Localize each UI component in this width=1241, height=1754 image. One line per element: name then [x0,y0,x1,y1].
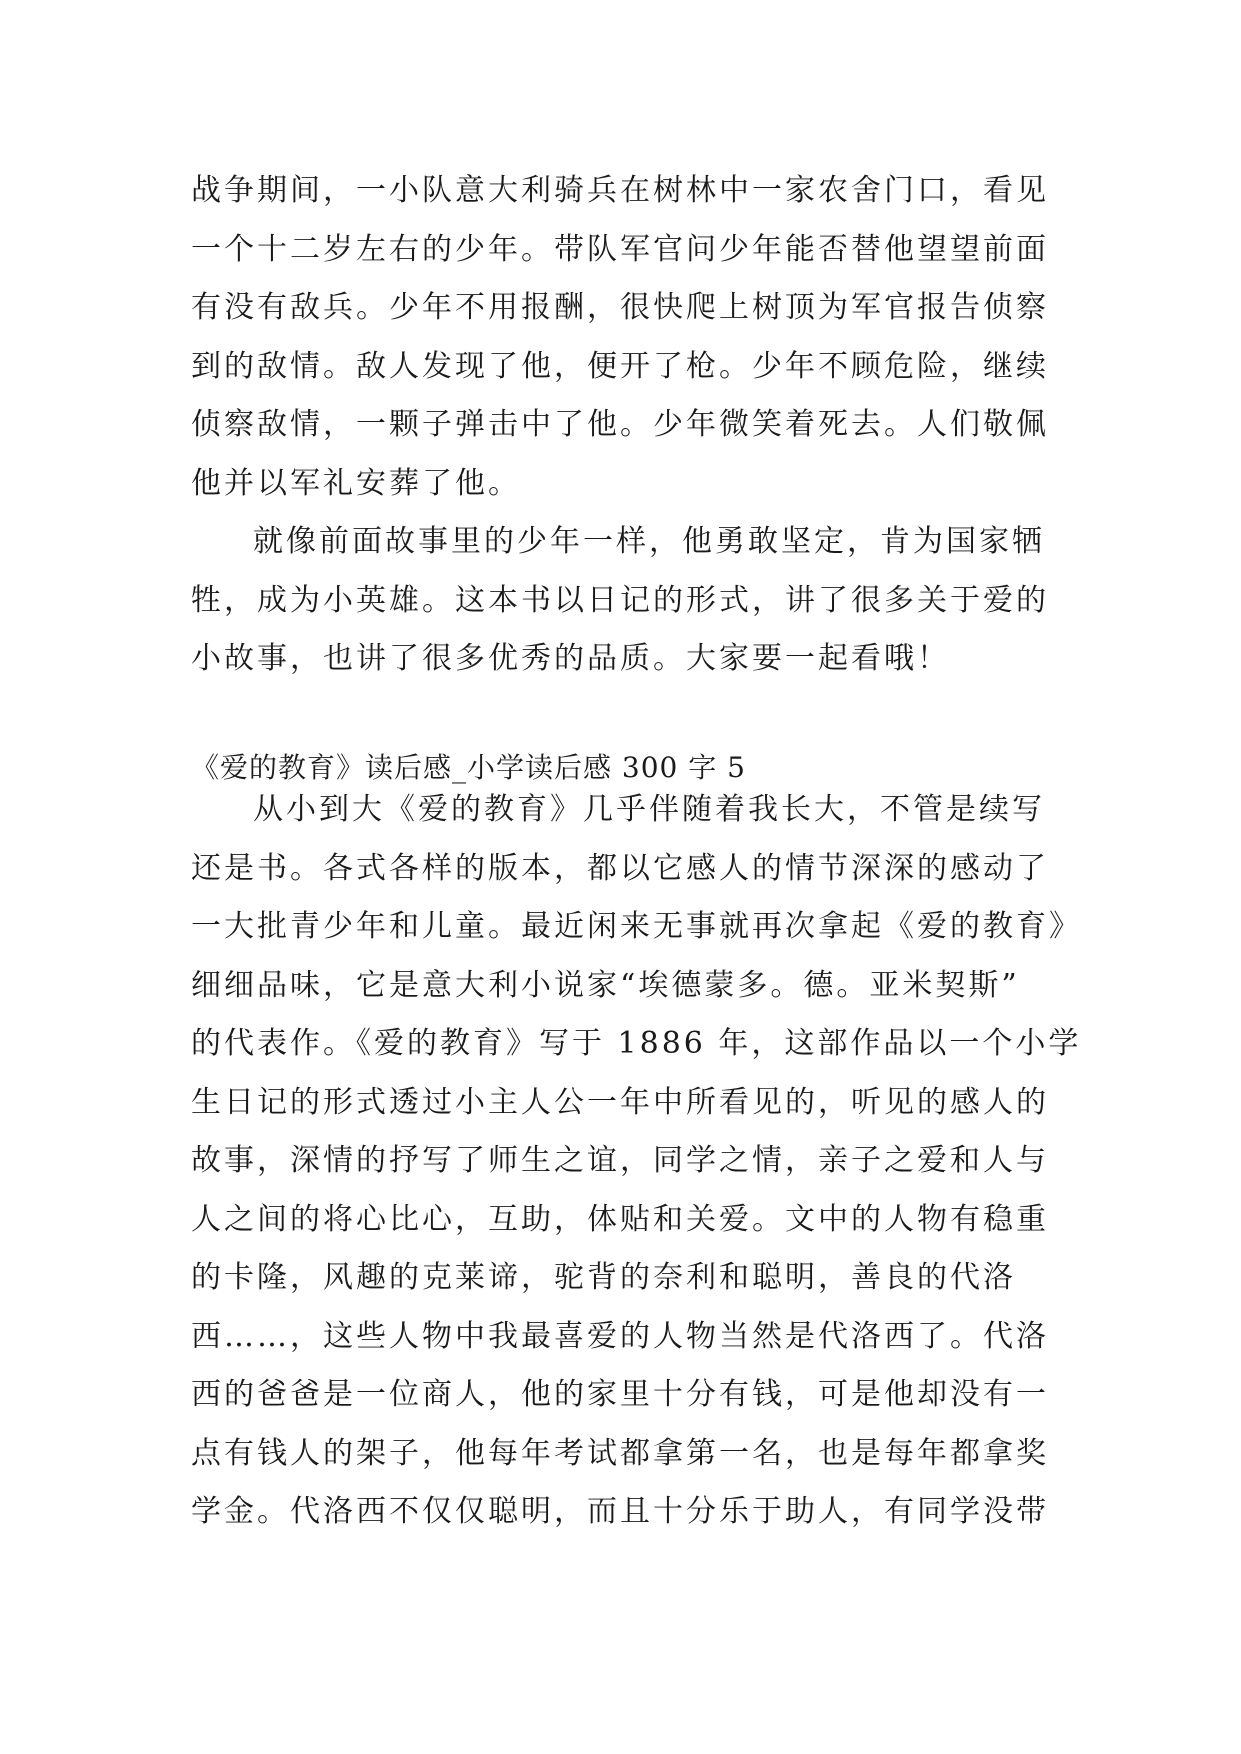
text-line: 细细品味，它是意大利小说家“埃德蒙多。德。亚米契斯” [191,967,1020,1003]
text-line: 点有钱人的架子，他每年考试都拿第一名，也是每年都拿奖 [191,1435,1049,1471]
text-line: 他并以军礼安葬了他。 [191,465,521,501]
text-line: 牲，成为小英雄。这本书以日记的形式，讲了很多关于爱的 [191,582,1049,618]
text-line: 到的敌情。敌人发现了他，便开了枪。少年不顾危险，继续 [191,348,1049,384]
text-line: 人之间的将心比心，互助，体贴和关爱。文中的人物有稳重 [191,1201,1049,1237]
text-line: 侦察敌情，一颗子弹击中了他。少年微笑着死去。人们敬佩 [191,407,1049,442]
text-line: 就像前面故事里的少年一样，他勇敢坚定，肯为国家牺 [253,524,1045,559]
section-heading: 《爱的教育》读后感_小学读后感 300 字 5 [191,751,746,784]
text-line: 故事，深情的抒写了师生之谊，同学之情，亲子之爱和人与 [191,1143,1049,1178]
summary-paragraph [191,513,1051,689]
text-line: 西的爸爸是一位商人，他的家里十分有钱，可是他却没有一 [191,1377,1049,1412]
text-line: 的代表作。《爱的教育》写于 1886 年，这部作品以一个小学 [191,1026,1082,1061]
story-paragraph [191,162,1051,513]
text-line: 西……，这些人物中我最喜爱的人物当然是代洛西了。代洛 [191,1318,1049,1354]
text-line: 生日记的形式透过小主人公一年中所看见的，听见的感人的 [191,1084,1049,1120]
text-line: 小故事，也讲了很多优秀的品质。大家要一起看哦！ [191,641,950,676]
text-line: 一大批青少年和儿童。最近闲来无事就再次拿起《爱的教育》 [191,909,1082,944]
text-line: 学金。代洛西不仅仅聪明，而且十分乐于助人，有同学没带 [191,1494,1049,1529]
text-line: 有没有敌兵。少年不用报酬，很快爬上树顶为军官报告侦察 [191,290,1049,325]
text-line: 一个十二岁左右的少年。带队军官问少年能否替他望望前面 [191,231,1049,267]
text-line: 还是书。各式各样的版本，都以它感人的情节深深的感动了 [191,850,1049,886]
text-line: 从小到大《爱的教育》几乎伴随着我长大，不管是续写 [253,792,1045,827]
essay-paragraph [191,781,1082,1542]
text-line: 战争期间，一小队意大利骑兵在树林中一家农舍门口，看见 [191,173,1049,208]
text-line: 的卡隆，风趣的克莱谛，驼背的奈利和聪明，善良的代洛 [191,1260,1016,1295]
